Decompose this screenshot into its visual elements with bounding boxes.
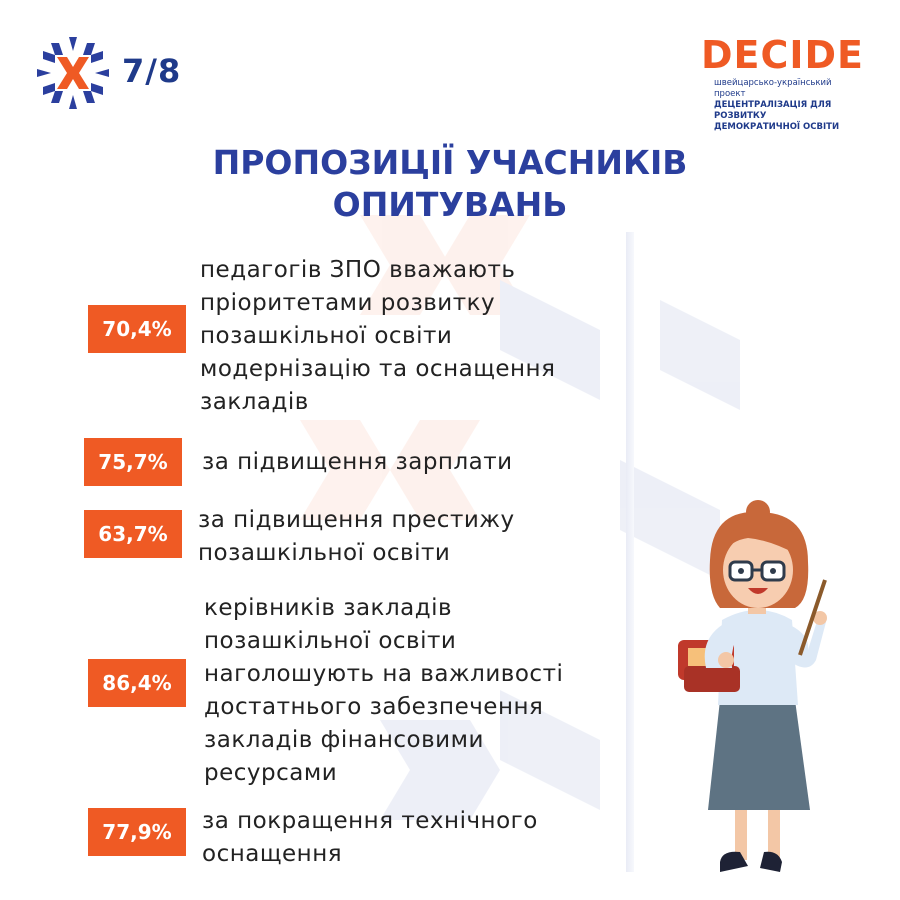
stat-line: наголошують на важливості (204, 661, 564, 687)
stat-description (202, 446, 513, 479)
stat-description (200, 254, 555, 419)
stat-line: за підвищення зарплати (202, 449, 513, 475)
stat-line: позашкільної освіти (204, 628, 457, 654)
teacher-illustration (660, 500, 860, 890)
page-title-line1: ПРОПОЗИЦІЇ УЧАСНИКІВ (212, 143, 688, 182)
stat-description (204, 592, 563, 790)
page-title (0, 142, 900, 226)
stat-line: за підвищення престижу (198, 507, 515, 533)
stat-badge: 63,7% (84, 510, 182, 558)
stat-line: керівників закладів (204, 595, 453, 621)
stat-badge: 75,7% (84, 438, 182, 486)
stat-description (202, 805, 538, 871)
stat-line: педагогів ЗПО вважають (200, 257, 516, 283)
stat-description (198, 504, 515, 570)
brand-logo-wordmark: DECIDE (700, 33, 864, 77)
stat-line: за покращення технічного (202, 808, 538, 834)
stat-line: пріоритетами розвитку (200, 290, 496, 316)
stat-badge: 70,4% (88, 305, 186, 353)
stat-line: достатнього забезпечення (204, 694, 544, 720)
stat-line: позашкільної освіти (198, 540, 451, 566)
brand-subtitle-line2: ДЕЦЕНТРАЛІЗАЦІЯ ДЛЯ РОЗВИТКУ (714, 100, 832, 121)
page-title-line2: ОПИТУВАНЬ (332, 185, 568, 224)
page-counter: 7/8 (122, 52, 182, 90)
stat-line: закладів (200, 389, 309, 415)
divider-line (626, 232, 634, 872)
stat-line: оснащення (202, 841, 343, 867)
stat-badge: 77,9% (88, 808, 186, 856)
brand-subtitle-line3: ДЕМОКРАТИЧНОЇ ОСВІТИ (714, 122, 840, 132)
brand-subtitle-line1: швейцарсько-український проект (714, 78, 832, 99)
stat-line: ресурсами (204, 760, 338, 786)
stat-badge: 86,4% (88, 659, 186, 707)
snowflake-logo-icon (36, 36, 110, 110)
brand-subtitle (714, 78, 864, 133)
stat-line: модернізацію та оснащення (200, 356, 556, 382)
stat-line: закладів фінансовими (204, 727, 484, 753)
stat-line: позашкільної освіти (200, 323, 453, 349)
